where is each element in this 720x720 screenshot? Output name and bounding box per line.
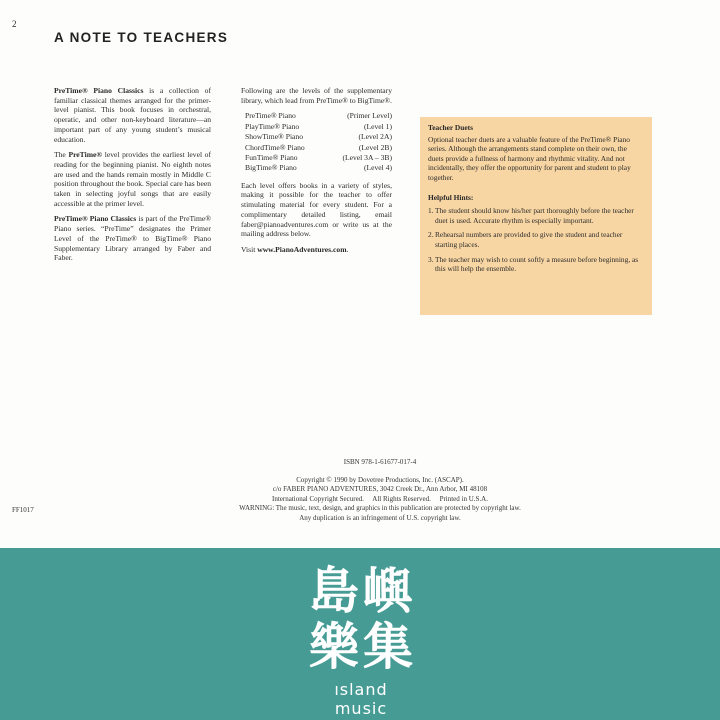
- logo-subtitle: ısland music: [334, 680, 388, 718]
- page-heading: A NOTE TO TEACHERS: [54, 30, 229, 45]
- level-value: (Level 4): [363, 163, 392, 173]
- logo-char: 集: [363, 618, 413, 676]
- publisher-address: c/o FABER PIANO ADVENTURES, 3042 Creek Dr., Ann Arbor, MI 48108: [272, 485, 488, 493]
- logo-char: 樂: [309, 618, 359, 676]
- level-value: (Level 2B): [358, 142, 392, 152]
- helpful-hints-title: Helpful Hints:: [428, 192, 474, 202]
- infringement-line: Any duplication is an infringement of U.S. copyright law.: [299, 513, 461, 522]
- level-row: [245, 111, 392, 121]
- level-row: [245, 122, 392, 132]
- teacher-duets-text: Optional teacher duets are a valuable feature of the PreTime® Piano series. Although the arrangements stand complete on their own, the duets provide a fullness of harmony and rhythmic vitality. And not incidentally, they offer the opportunity for parent and student to play together.: [428, 134, 631, 182]
- page-number: 2: [12, 19, 17, 29]
- isbn: ISBN 978-1-61677-017-4: [343, 458, 417, 466]
- website-link[interactable]: www.PianoAdventures.com: [257, 244, 347, 254]
- level-row: [245, 163, 392, 173]
- teacher-duets-box: [420, 117, 652, 315]
- level-name: FunTime® Piano: [245, 152, 298, 162]
- level-name: ChordTime® Piano: [245, 142, 305, 152]
- logo-char: 嶼: [363, 562, 413, 620]
- level-value: (Level 1): [363, 121, 392, 131]
- level-name: BigTime® Piano: [245, 163, 297, 173]
- levels-intro: Following are the levels of the supplementary library, which lead from PreTime® to BigTime®.: [241, 86, 392, 105]
- levels-description: Each level offers books in a variety of styles, making it possible for the teacher to offer stimulating material for every student. For a complimentary detailed listing, email faber@pianoadventures.com or write us at the mailing address below.: [241, 180, 392, 239]
- visit-line: Visit www.PianoAdventures.com.: [241, 244, 349, 254]
- level-name: ShowTime® Piano: [245, 132, 304, 142]
- levels-column: [241, 86, 392, 261]
- copyright-footer: [150, 458, 610, 523]
- intro-paragraph-3: PreTime® Piano Classics is part of the PreTime® Piano series. “PreTime” designates the Primer Level of the PreTime® to BigTime® Piano Supplementary Library arranged by Faber and Faber.: [54, 214, 211, 263]
- island-music-logo: [307, 563, 415, 718]
- level-name: PreTime® Piano: [245, 111, 296, 121]
- hint-item: 3. The teacher may wish to count softly a measure before beginning, as this will help the ensemble.: [428, 254, 639, 274]
- level-value: (Primer Level): [347, 111, 392, 121]
- level-name: PlayTime® Piano: [245, 121, 300, 131]
- product-code: FF1017: [12, 506, 34, 514]
- level-row: [245, 153, 392, 163]
- teacher-duets-title: Teacher Duets: [428, 123, 473, 132]
- level-value: (Level 2A): [358, 132, 392, 142]
- store-banner: [0, 548, 720, 720]
- warning-line: WARNING: The music, text, design, and graphics in this publication are protected by copyright law.: [239, 504, 521, 512]
- hint-item: 2. Rehearsal numbers are provided to give the student and teacher starting places.: [428, 230, 623, 249]
- levels-list: [241, 111, 392, 173]
- copyright-line: Copyright © 1990 by Dovetree Productions, Inc. (ASCAP).: [296, 475, 464, 484]
- logo-char: 島: [309, 562, 359, 620]
- intro-paragraph-1: PreTime® Piano Classics is a collection of familiar classical themes arranged for the primer-level pianist. This book focuses in orchestral, operatic, and other non-keyboard literature—an important part of any young student’s musical education.: [54, 86, 212, 144]
- rights-line: International Copyright Secured. All Rights Reserved. Printed in U.S.A.: [271, 494, 488, 503]
- intro-paragraph-2: The PreTime® level provides the earliest level of reading for the beginning pianist. No eighth notes are used and the hands remain mostly in Middle C position throughout the book. Special care has been taken in selecting joyful songs that are easily accessible at the primer level.: [54, 150, 211, 208]
- level-row: [245, 143, 392, 153]
- intro-column: [54, 86, 211, 269]
- level-value: (Level 3A – 3B): [342, 152, 392, 162]
- hint-item: 1. The student should know his/her part thoroughly before the teacher duet is used. Accurate rhythm is especially important.: [428, 206, 634, 225]
- level-row: [245, 132, 392, 142]
